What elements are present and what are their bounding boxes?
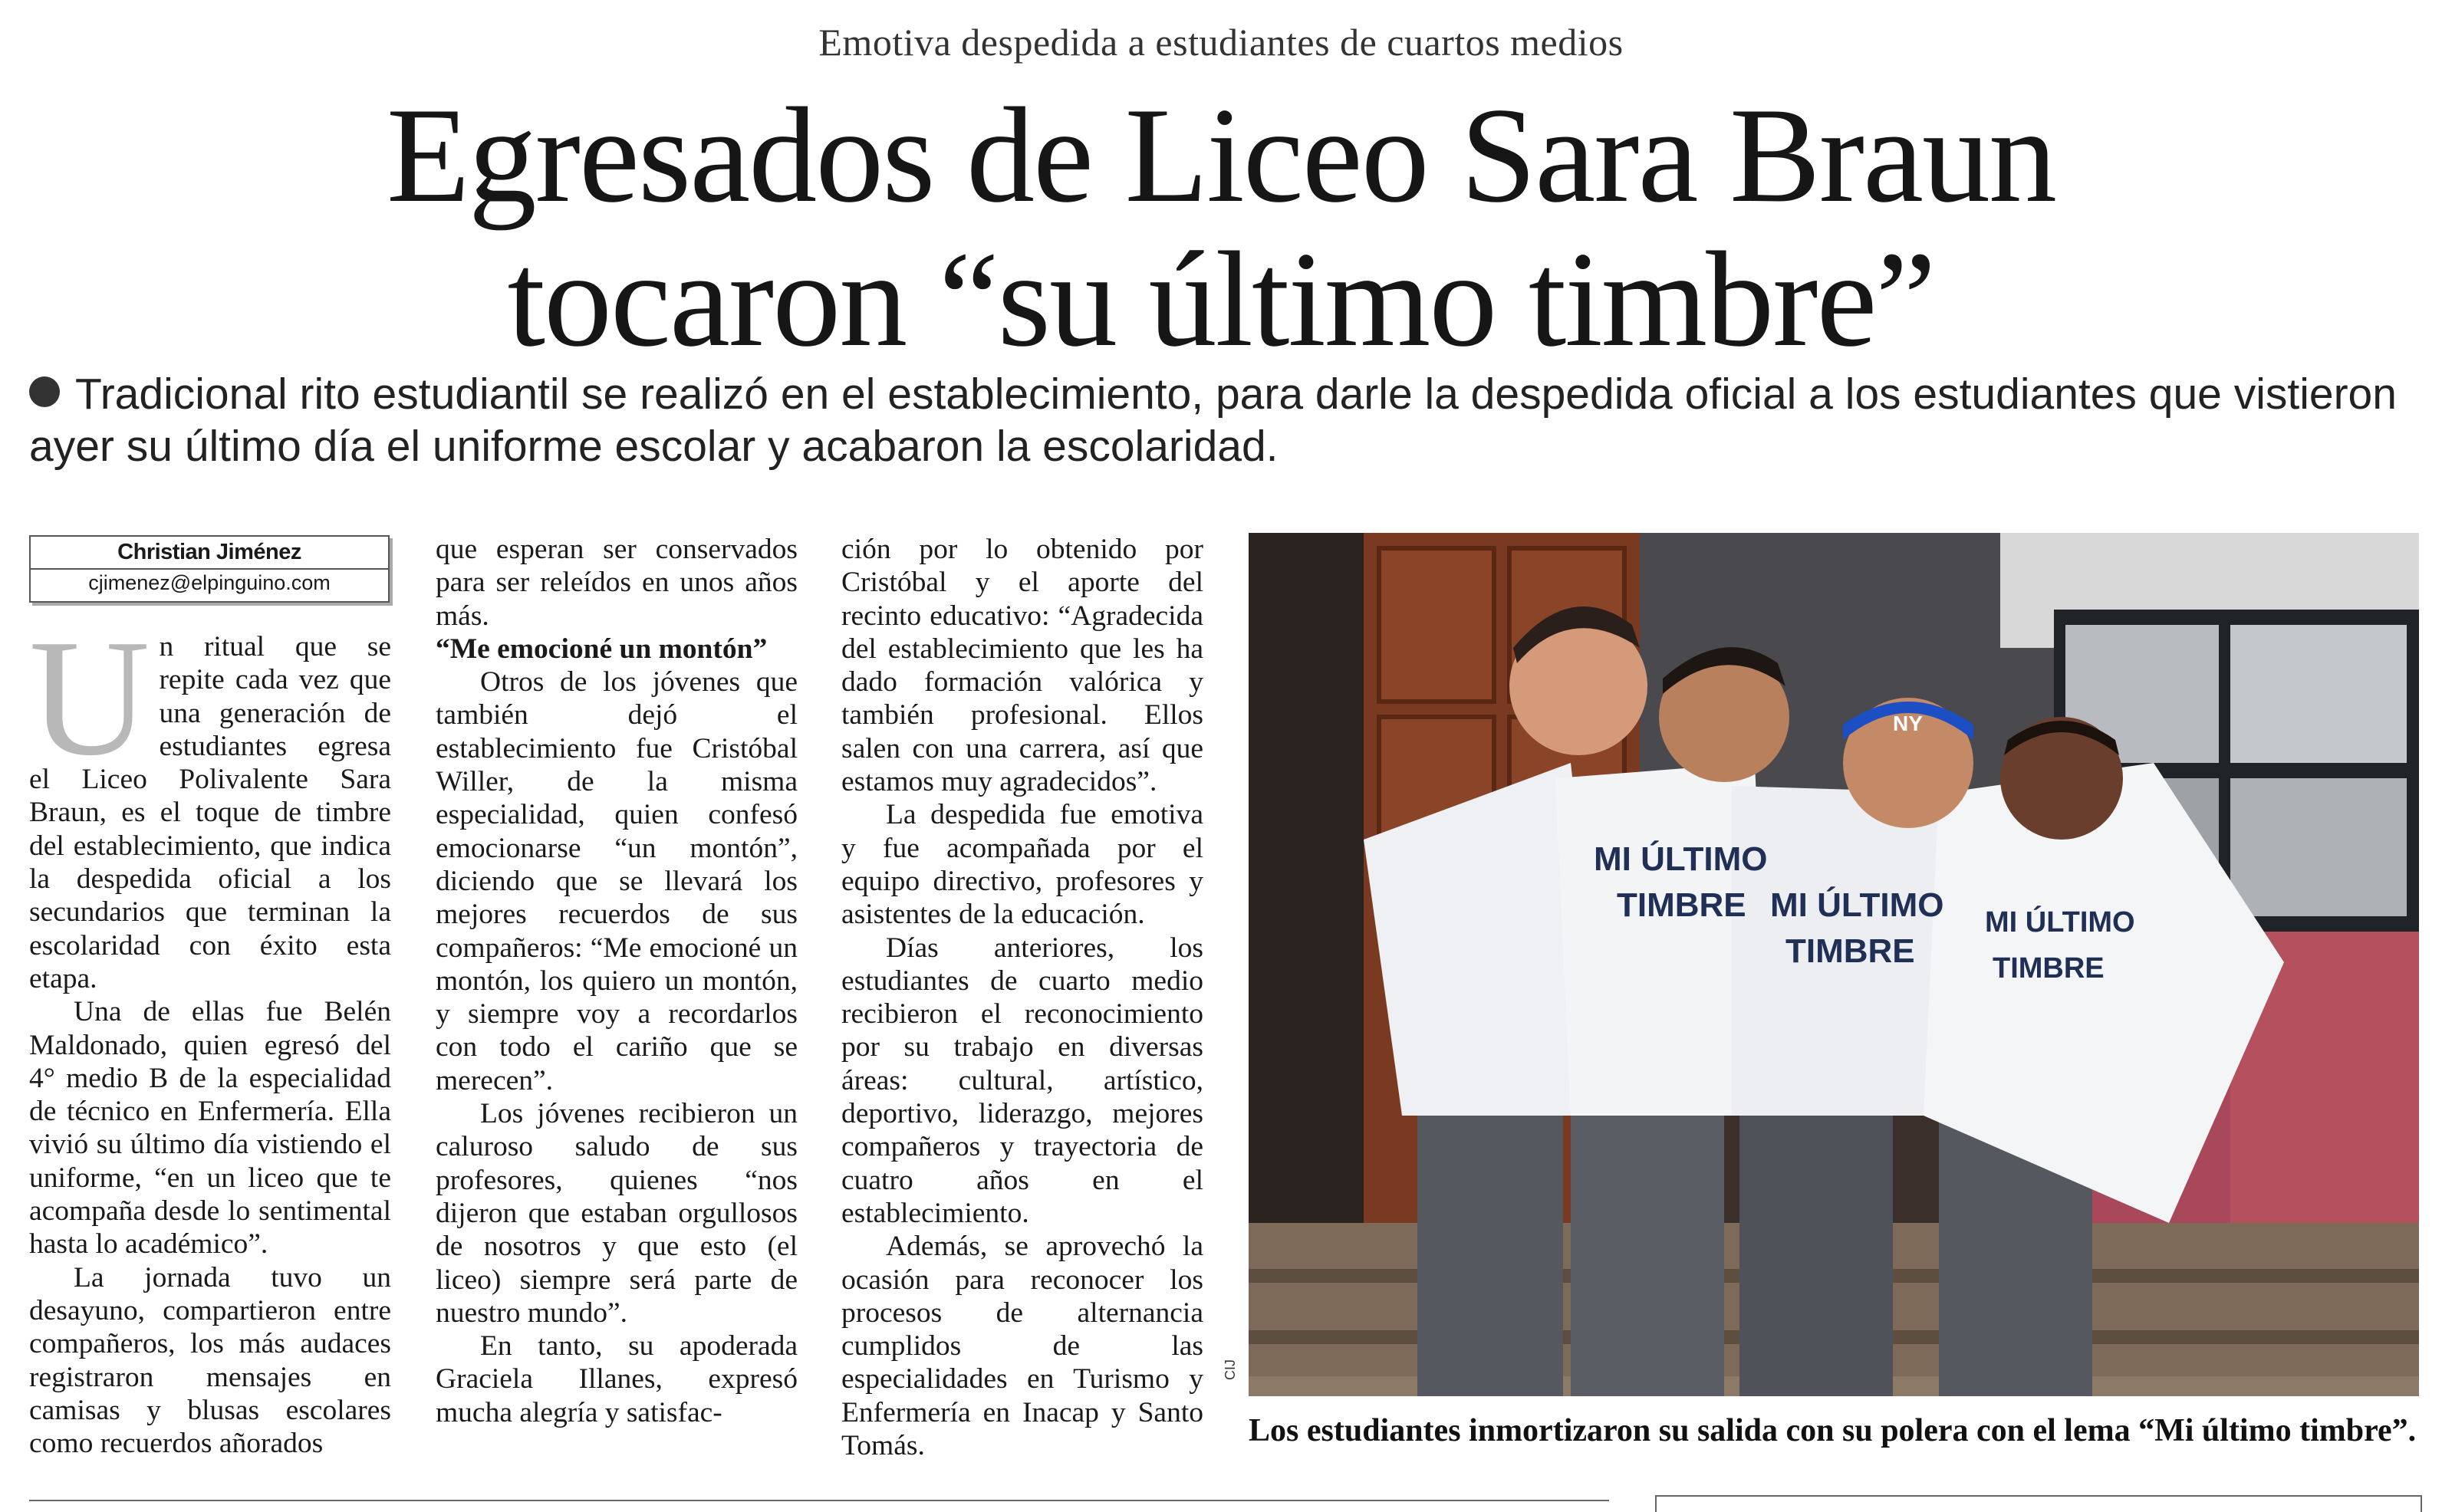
column-2-paragraph-3: Los jóvenes recibieron un caluroso saludo de sus profesores, quienes “nos dijeron que estaban orgullosos de nosotros y que esto (el liceo) siempre será parte de nuestro mundo”. (436, 1098, 798, 1329)
column-3-paragraph-4: Además, se aprovechó la ocasión para reconocer los procesos de alternancia cumplidos de las especialidades en Turismo y Enfermería en Inacap y Santo Tomás. (841, 1231, 1203, 1462)
column-3-paragraph-3: Días anteriores, los estudiantes de cuarto medio recibieron el reconocimiento por su trabajo en diversas áreas: cultural, artístico, deportivo, liderazgo, mejores compañeros y trayectoria de cuatro años en el establecimiento. (841, 932, 1203, 1229)
headline-line-2: tocaron “su último timbre” (507, 223, 1935, 375)
shirt-text-3: MI ÚLTIMO (1770, 886, 1944, 924)
column-2-paragraph-4: En tanto, su apoderada Graciela Illanes, expresó mucha alegría y satisfac- (436, 1330, 798, 1428)
article-photo (1249, 533, 2419, 1396)
photo-credit: CIJ (1223, 1359, 1238, 1380)
drop-cap: U (29, 606, 150, 791)
byline-box (29, 535, 390, 603)
photo-caption: Los estudiantes inmortizaron su salida con su polera con el lema “Mi último timbre”. (1249, 1413, 2417, 1448)
bullet-icon (29, 376, 60, 407)
column-2-paragraph-2: Otros de los jóvenes que también dejó el establecimiento fue Cristóbal Willer, de la misma especialidad, quien confesó emocionarse “un montón”, diciendo que se llevará los mejores recuerdos de sus compañeros: “Me emocioné un montón, los quiero un montón, y siempre voy a recordarlos con todo el cariño que se merecen”. (436, 666, 798, 1096)
byline-divider (31, 568, 388, 570)
next-article-box (1655, 1495, 2422, 1512)
column-1-paragraph-3: La jornada tuvo un desayuno, compartieron entre compañeros, los más audaces registraron mensajes en camisas y blusas escolares como recuerdos añorados (29, 1261, 391, 1460)
article-column-2 (436, 533, 798, 1429)
column-1-paragraph-1: n ritual que se repite cada vez que una generación de estudiantes egresa el Liceo Polivalente Sara Braun, es el toque de timbre del establecimiento, que indica la despedida oficial a los secundarios que terminan la escolaridad con éxito esta etapa. (29, 631, 391, 994)
column-3-paragraph-2: La despedida fue emotiva y fue acompañada por el equipo directivo, profesores y asistentes de la educación. (841, 799, 1203, 931)
article-column-3 (841, 533, 1203, 1462)
section-subhead: “Me emocioné un montón” (436, 633, 768, 665)
shirt-text-6: TIMBRE (1993, 952, 2105, 984)
bottom-divider (29, 1500, 1609, 1501)
article-deck (29, 368, 2422, 472)
shirt-text-4: TIMBRE (1785, 932, 1915, 970)
headline-line-1: Egresados de Liceo Sara Braun (386, 79, 2056, 231)
shirt-text-5: MI ÚLTIMO (1985, 906, 2135, 938)
shirt-text-2: TIMBRE (1617, 886, 1746, 924)
article-headline (0, 79, 2442, 375)
column-1-paragraph-2: Una de ellas fue Belén Maldonado, quien egresó del 4° medio B de la especialidad de técnico en Enfermería. Ella vivió su último día vistiendo el uniforme, “en un liceo que te acompaña desde lo sentimental hasta lo académico”. (29, 996, 391, 1261)
deck-text: Tradicional rito estudiantil se realizó en el establecimiento, para darle la despedida oficial a los estudiantes que vistieron ayer su último día el uniforme escolar y acabaron la escolaridad. (29, 370, 2397, 471)
byline-author: Christian Jiménez (117, 540, 301, 564)
cap-logo: NY (1893, 712, 1923, 735)
byline-email: cjimenez@elpinguino.com (88, 571, 331, 594)
shirt-text-1: MI ÚLTIMO (1594, 840, 1768, 878)
column-3-paragraph-1: ción por lo obtenido por Cristóbal y el aporte del recinto educativo: “Agradecida del establecimiento que les ha dado formación valórica y también profesional. Ellos salen con una carrera, así que estamos muy agradecidos”. (841, 534, 1203, 798)
article-column-1 (29, 606, 391, 1460)
article-kicker: Emotiva despedida a estudiantes de cuartos medios (818, 21, 1624, 64)
column-2-paragraph-1: que esperan ser conservados para ser releídos en unos años más. (436, 534, 798, 632)
